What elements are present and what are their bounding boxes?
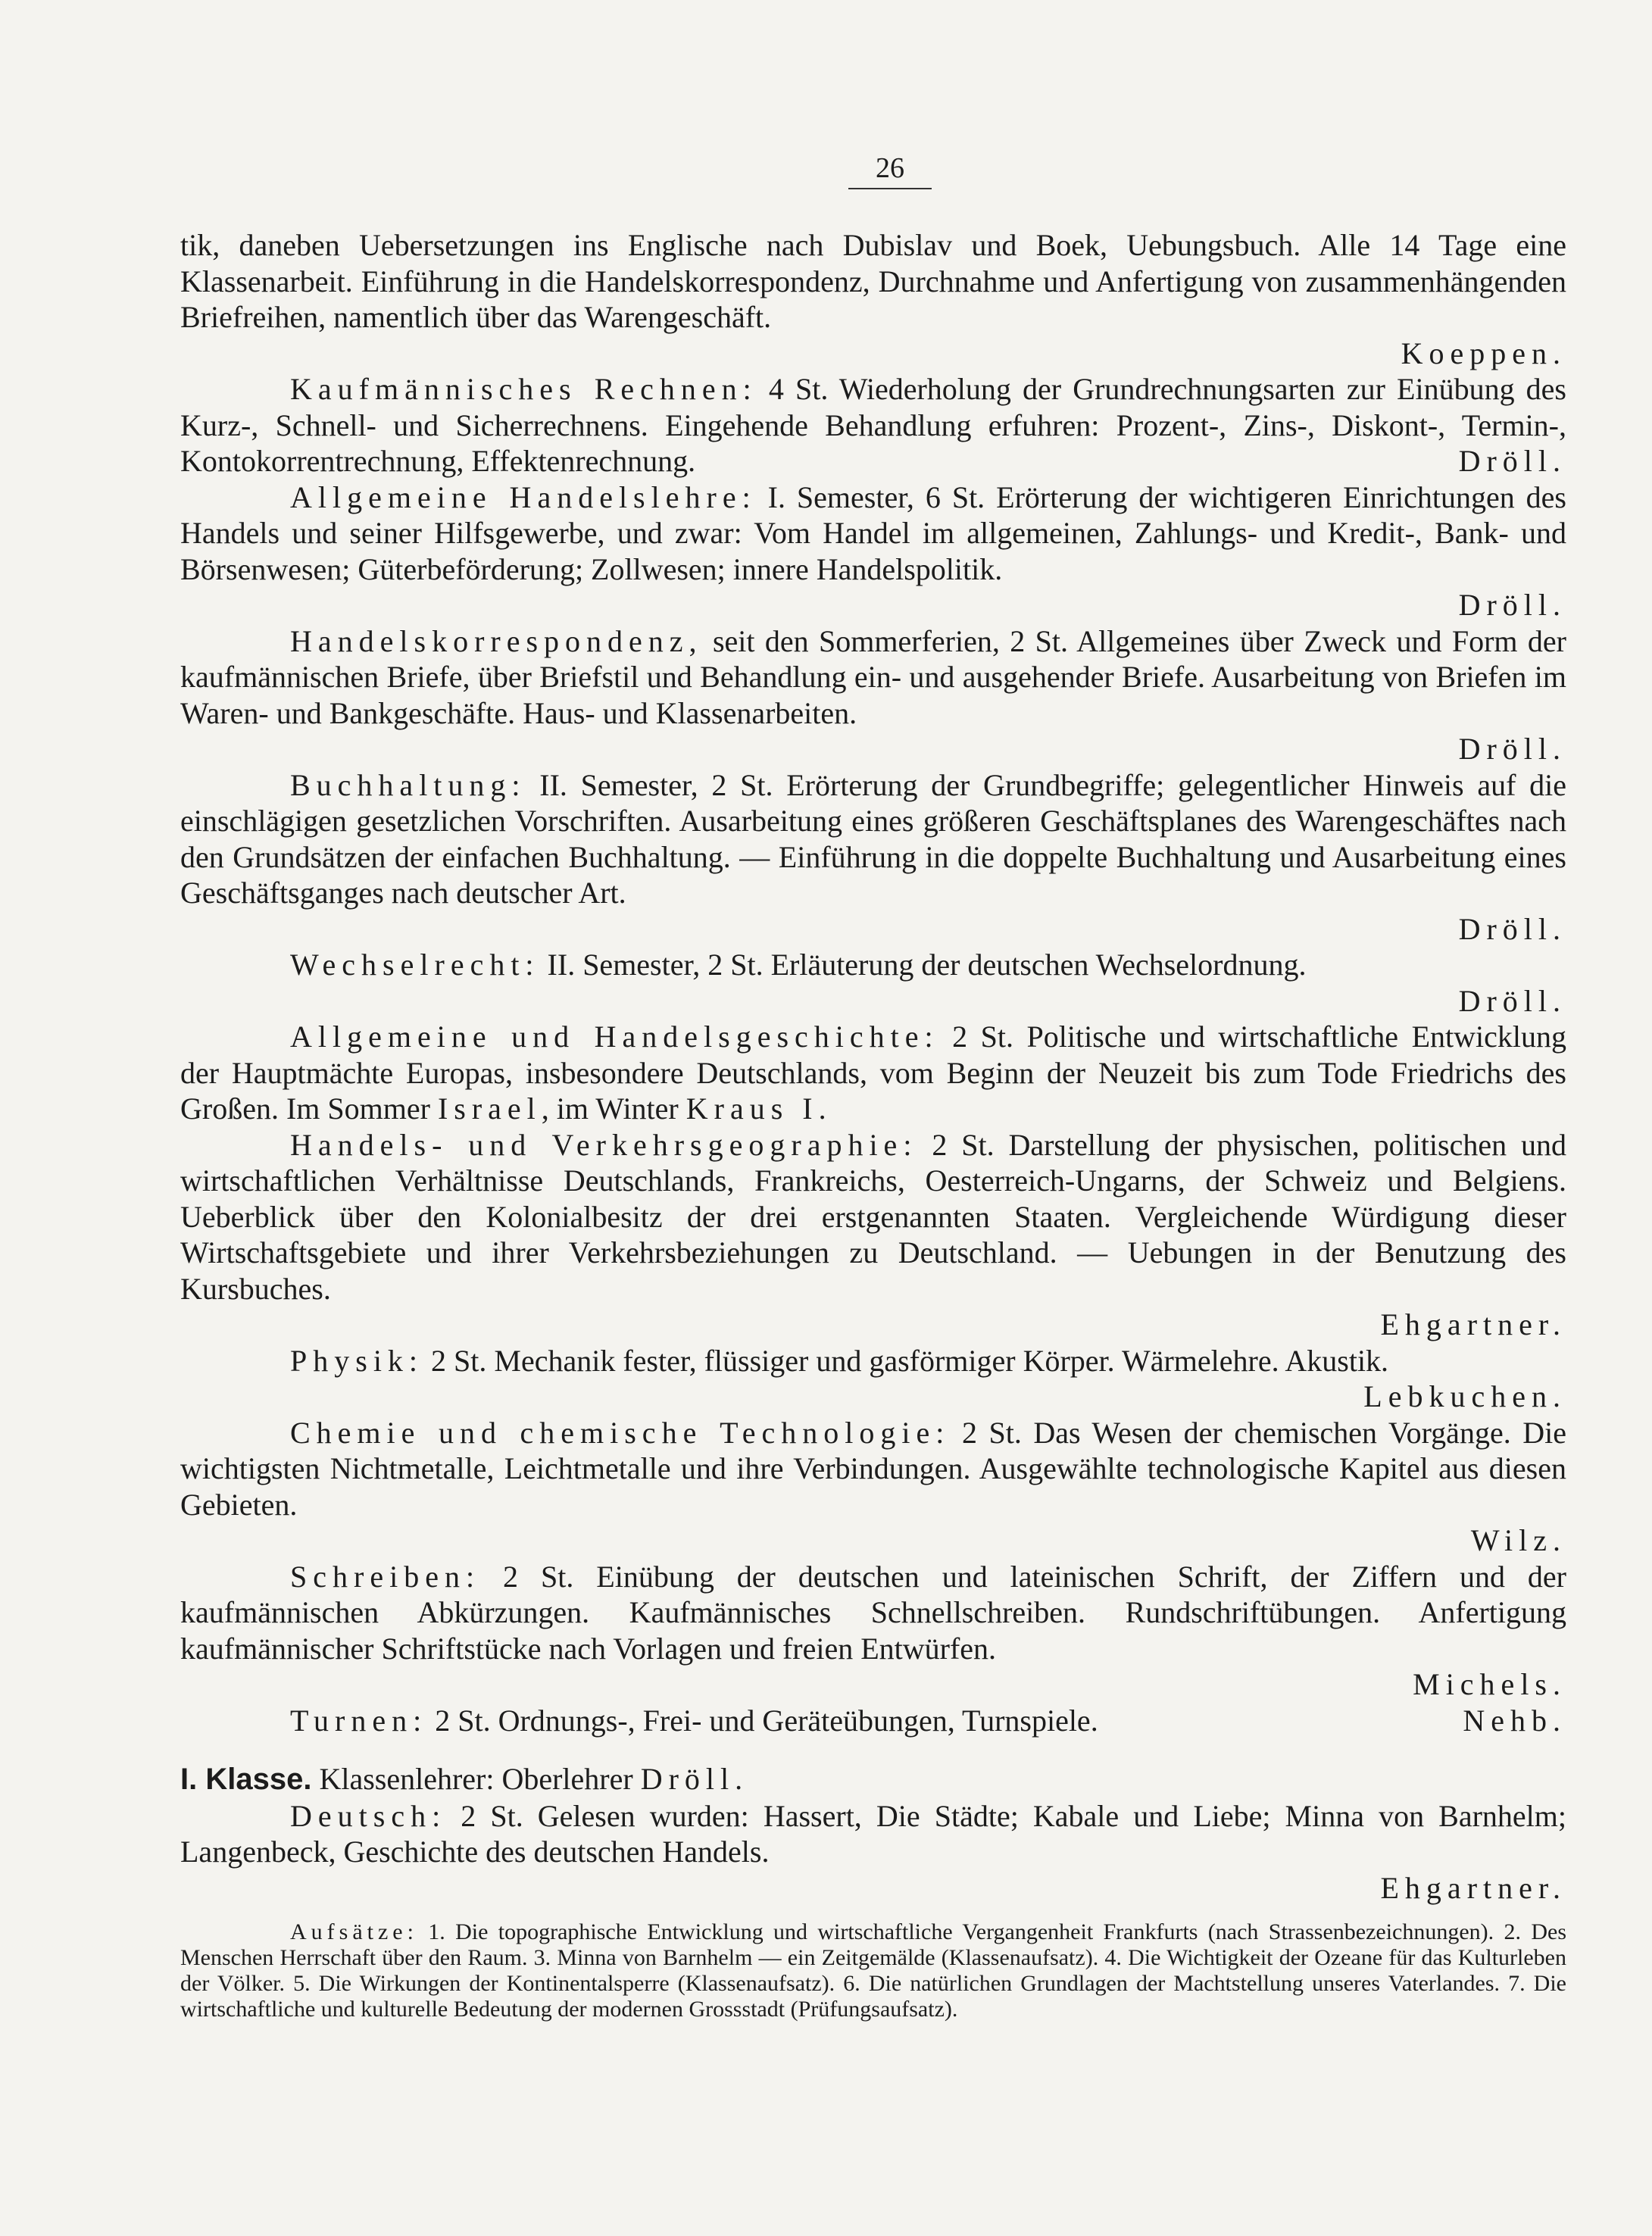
subject-name: Allgemeine Handelslehre: <box>290 479 757 514</box>
subject-name: Schreiben: <box>290 1559 481 1594</box>
body-text <box>180 227 1566 2045</box>
teacher-name: Dröll. <box>640 1762 749 1796</box>
paragraph-wechselrecht <box>180 947 1566 1019</box>
paragraph-allgemeine-handelslehre <box>180 479 1566 623</box>
teacher-signature: Nehb. <box>1463 1703 1566 1738</box>
class-label: I. Klasse. <box>180 1763 312 1796</box>
subject-name: Wechselrecht: <box>290 948 540 982</box>
subject-name: Buchhaltung: <box>290 767 526 802</box>
paragraph-text: 2 St. Mechanik fester, flüssiger und gasförmiger Körper. Wärmelehre. Akustik. <box>423 1343 1389 1378</box>
paragraph-handelsgeschichte <box>180 1019 1566 1127</box>
teacher-signature: Koeppen. <box>1401 336 1566 370</box>
paragraph-continuation <box>180 227 1566 371</box>
teacher-signature: Wilz. <box>1470 1523 1566 1557</box>
teacher-name: Israel <box>437 1091 542 1126</box>
teacher-signature: Ehgartner. <box>1380 1870 1566 1905</box>
paragraph-text: 2 St. Ordnungs-, Frei- und Geräteübungen, Turnspiele. <box>427 1703 1098 1738</box>
paragraph-kaufmaennisches-rechnen <box>180 371 1566 479</box>
teacher-signature: Dröll. <box>1458 588 1566 622</box>
teacher-signature: Dröll. <box>1458 444 1566 478</box>
class-heading <box>180 1761 1566 1798</box>
paragraph-physik <box>180 1343 1566 1415</box>
paragraph-chemie <box>180 1415 1566 1559</box>
page-number: 26 <box>848 151 932 189</box>
subject-name: Chemie und chemische Technologie: <box>290 1415 951 1450</box>
subject-name: Handels- und Verkehrsgeographie: <box>290 1127 918 1162</box>
paragraph-text: , im Winter <box>541 1091 686 1126</box>
paragraph-handelskorrespondenz <box>180 623 1566 767</box>
teacher-signature: Michels. <box>1413 1667 1566 1701</box>
teacher-signature: Dröll. <box>1458 732 1566 766</box>
paragraph-text: tik, daneben Uebersetzungen ins Englische nach Dubislav und Boek, Uebungsbuch. Alle 14 Tage eine Klassenarbeit. Einführung in die Handelskorrespondenz, Durchnahme und Anfertigung von zusammenhängenden Briefreihen, namentlich über das Warengeschäft. <box>180 228 1566 334</box>
paragraph-schreiben <box>180 1559 1566 1703</box>
essay-label: Aufsätze: <box>290 1919 418 1944</box>
subject-name: Turnen: <box>290 1703 428 1738</box>
subject-name: Handelskorrespondenz, <box>290 623 703 658</box>
paragraph-text: I. Semester, 6 St. Erörterung der wichtigeren Einrichtungen des Handels und seiner Hilfsgewerbe, und zwar: Vom Handel im allgemeinen, Zahlungs- und Kredit-, Bank- und Börsenwesen; Güterbeförderung; Zollwesen; innere Handelspolitik. <box>180 479 1567 586</box>
paragraph-text: seit den Sommerferien, 2 St. Allgemeines über Zweck und Form der kaufmännischen Briefe, über Briefstil und Behandlung ein- und ausgehender Briefe. Ausarbeitung von Briefen im Waren- und Bankgeschäfte. Haus- und Klassenarbeiten. <box>180 623 1566 730</box>
paragraph-turnen <box>180 1703 1566 1739</box>
teacher-name: Kraus I. <box>685 1091 832 1126</box>
subject-name: Kaufmännisches Rechnen: <box>290 372 757 406</box>
subject-name: Physik: <box>290 1343 424 1378</box>
paragraph-deutsch <box>180 1798 1566 1907</box>
teacher-signature: Lebkuchen. <box>1363 1379 1566 1413</box>
paragraph-text: 2 St. Politische und wirtschaftliche Entwicklung der Hauptmächte Europas, insbesondere Deutschlands, vom Beginn der Neuzeit bis zum Tode Friedrichs des Großen. Im Sommer <box>180 1020 1566 1126</box>
paragraph-text: 2 St. Gelesen wurden: Hassert, Die Städte; Kabale und Liebe; Minna von Barnhelm; Langenbeck, Geschichte des deutschen Handels. <box>180 1798 1566 1869</box>
teacher-signature: Dröll. <box>1458 983 1566 1018</box>
subject-name: Deutsch: <box>290 1798 447 1833</box>
paragraph-text: 2 St. Das Wesen der chemischen Vorgänge. Die wichtigsten Nichtmetalle, Leichtmetalle und ihre Verbindungen. Ausgewählte technologische Kapitel aus diesen Gebieten. <box>180 1415 1566 1522</box>
paragraph-text: 2 St. Einübung der deutschen und lateinischen Schrift, der Ziffern und der kaufmännischen Abkürzungen. Kaufmännisches Schnellschreiben. Rundschriftübungen. Anfertigung kaufmännischer Schriftstücke nach Vorlagen und freien Entwürfen. <box>180 1559 1566 1666</box>
teacher-signature: Dröll. <box>1458 911 1566 946</box>
essay-topics <box>180 1919 1566 2022</box>
paragraph-verkehrsgeographie <box>180 1127 1566 1343</box>
teacher-signature: Ehgartner. <box>1380 1307 1566 1341</box>
paragraph-text: 4 St. Wiederholung der Grundrechnungsarten zur Einübung des Kurz-, Schnell- und Sicherrechnens. Eingehende Behandlung erfuhren: Prozent-, Zins-, Diskont-, Termin-, Kontokorrentrechnung, Effektenrechnung. <box>180 372 1566 478</box>
paragraph-text: II. Semester, 2 St. Erläuterung der deutschen Wechselordnung. <box>539 948 1307 982</box>
subject-name: Allgemeine und Handelsgeschichte: <box>290 1020 939 1054</box>
essay-text: 1. Die topographische Entwicklung und wirtschaftliche Vergangenheit Frankfurts (nach Strassenbezeichnungen). 2. Des Menschen Herrschaft über den Raum. 3. Minna von Barnhelm — ein Zeitgemälde (Klassenaufsatz). 4. Die Wichtigkeit der Ozeane für das Kulturleben der Völker. 5. Die Wirkungen der Kontinentalsperre (Klassenaufsatz). 6. Die natürlichen Grundlagen der Machtstellung unseres Vaterlandes. 7. Die wirtschaftliche und kulturelle Bedeutung der modernen Grossstadt (Prüfungsaufsatz). <box>180 1919 1566 2022</box>
paragraph-text: II. Semester, 2 St. Erörterung der Grundbegriffe; gelegentlicher Hinweis auf die einschlägigen gesetzlichen Vorschriften. Ausarbeitung eines größeren Geschäftsplanes des Warengeschäftes nach den Grundsätzen der einfachen Buchhaltung. — Einführung in die doppelte Buchhaltung und Ausarbeitung eines Geschäftsganges nach deutscher Art. <box>180 767 1566 910</box>
paragraph-text: 2 St. Darstellung der physischen, politischen und wirtschaftlichen Verhältnisse Deutschlands, Frankreichs, Oesterreich-Ungarns, der Schweiz und Belgiens. Ueberblick über den Kolonialbesitz der drei erstgenannten Staaten. Vergleichende Würdigung dieser Wirtschaftsgebiete und ihrer Verkehrsbeziehungen zu Deutschland. — Uebungen in der Benutzung des Kursbuches. <box>180 1127 1566 1306</box>
paragraph-buchhaltung <box>180 767 1566 948</box>
class-teacher-text: Klassenlehrer: Oberlehrer <box>311 1762 641 1796</box>
